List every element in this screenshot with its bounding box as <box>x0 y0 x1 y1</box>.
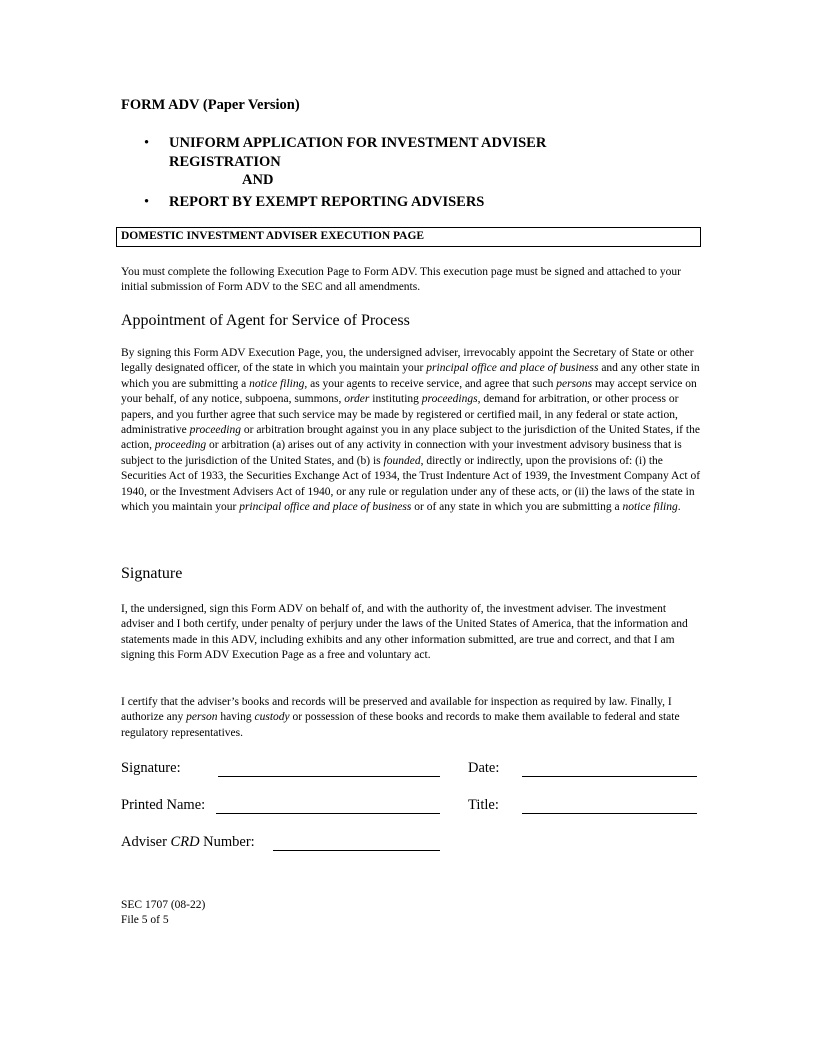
date-label: Date: <box>468 760 500 776</box>
execution-page-title: DOMESTIC INVESTMENT ADVISER EXECUTION PAGE <box>116 227 701 247</box>
appointment-paragraph: By signing this Form ADV Execution Page, you, the undersigned adviser, irrevocably appoint the Secretary of State or other legally designated officer, of the state in which you maintain your principal office and place of business and any other state in which you are submitting a notice filing, as your agents to receive service, and agree that such persons may accept service on your behalf, of any notice, subpoena, summons, order instituting proceedings, demand for arbitration, or other process or papers, and you further agree that such service may be made by registered or certified mail, in any federal or state action, administrative proceeding or arbitration brought against you in any place subject to the jurisdiction of the United States, if the action, proceeding or arbitration (a) arises out of any activity in connection with your investment advisory business that is subject to the jurisdiction of the United States, and (b) is founded, directly or indirectly, upon the provisions of: (i) the Securities Act of 1933, the Securities Exchange Act of 1934, the Trust Indenture Act of 1939, the Investment Company Act of 1940, or the Investment Advisers Act of 1940, or any rule or regulation under any of these acts, or (ii) the laws of the state in which you maintain your principal office and place of business or of any state in which you are submitting a notice filing. <box>121 347 701 514</box>
bullet-icon: • <box>144 135 150 151</box>
form-title: FORM ADV (Paper Version) <box>121 97 300 113</box>
bullet-text-line: UNIFORM APPLICATION FOR INVESTMENT ADVISER <box>169 135 547 151</box>
footer <box>121 898 205 928</box>
signature-paragraph: I, the undersigned, sign this Form ADV on behalf of, and with the authority of, the investment adviser. The investment adviser and I both certify, under penalty of perjury under the laws of the United States of America, that the information and statements made in this ADV, including exhibits and any other information submitted, are true and correct, and that I am signing this Form ADV Execution Page as a free and voluntary act. <box>121 603 688 662</box>
bullet-text-line: REGISTRATION <box>169 153 281 170</box>
printed-name-line[interactable] <box>216 796 440 814</box>
signature-heading: Signature <box>121 565 183 582</box>
form-number: SEC 1707 (08-22) <box>121 899 206 911</box>
appointment-heading: Appointment of Agent for Service of Process <box>121 312 410 329</box>
intro-paragraph: You must complete the following Execution Page to Form ADV. This execution page must be signed and attached to your initial submission of Form ADV to the SEC and all amendments. <box>121 266 681 294</box>
file-indicator: File 5 of 5 <box>121 914 169 926</box>
bullet-item <box>144 134 704 190</box>
crd-number-label: Adviser CRD Number: <box>121 834 255 850</box>
printed-name-label: Printed Name: <box>121 797 206 813</box>
bullet-icon: • <box>144 193 150 210</box>
crd-number-line[interactable] <box>273 833 440 851</box>
signature-label: Signature: <box>121 760 181 776</box>
bullet-text-line: REPORT BY EXEMPT REPORTING ADVISERS <box>169 193 485 210</box>
form-title-bullets <box>144 134 704 211</box>
date-line[interactable] <box>522 759 697 777</box>
title-label: Title: <box>468 797 499 813</box>
certification-paragraph: I certify that the adviser’s books and records will be preserved and available for inspection as required by law. Finally, I authorize any person having custody or possession of these books and records to make them available to federal and state regulatory representatives. <box>121 696 680 739</box>
and-connector: AND <box>242 172 274 188</box>
signature-line[interactable] <box>218 759 440 777</box>
bullet-item <box>144 193 704 212</box>
title-line[interactable] <box>522 796 697 814</box>
